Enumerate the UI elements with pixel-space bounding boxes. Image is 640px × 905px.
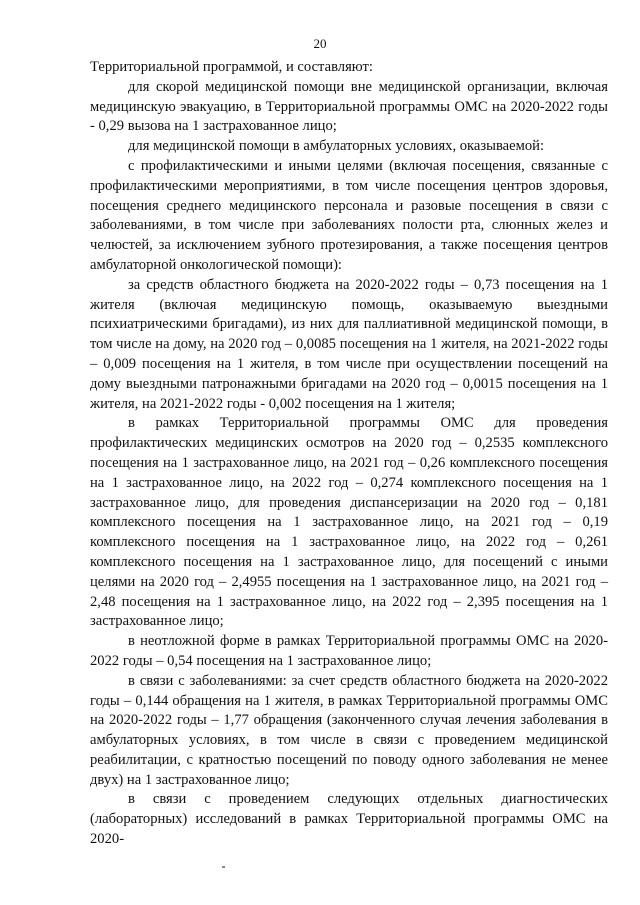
paragraph: в связи с заболеваниями: за счет средств областного бюджета на 2020-2022 годы – 0,144 обращения на 1 жителя, в рамках Территориальной программы ОМС на 2020-2022 годы – 1,77 обращения (законченного случая лечения заболевания в амбулаторных условиях, в том числе в связи с проведением медицинской реабилитации, с кратностью посещений по поводу одного заболевания не менее двух) на 1 застрахованное лицо; [90, 672, 608, 788]
paragraph: с профилактическими и иными целями (включая посещения, связанные с профилактическими мероприятиями, в том числе посещения центров здоровья, посещения среднего медицинского персонала и разовые посещения в связи с заболеваниями, в том числе при заболеваниях полости рта, слюнных желез и челюстей, за исключением зубного протезирования, а также посещения центров амбулаторной онкологической помощи): [90, 157, 608, 273]
paragraph: в связи с проведением следующих отдельных диагностических (лабораторных) исследований в рамках Территориальной программы ОМС на 2020- [90, 791, 608, 848]
page-number: 20 [313, 36, 327, 51]
paragraph: в рамках Территориальной программы ОМС для проведения профилактических медицинских осмотров на 2020 год – 0,2535 комплексного посещения на 1 застрахованное лицо, на 2021 год – 0,26 комплексного посещения на 1 застрахованное лицо, на 2022 год – 0,274 комплексного посещения на 1 застрахованное лицо, для проведения диспансеризации на 2020 год – 0,181 комплексного посещения на 1 застрахованное лицо, на 2021 год – 0,19 комплексного посещения на 1 застрахованное лицо, на 2022 год – 0,261 комплексного посещения на 1 застрахованное лицо, для посещений с иными целями на 2020 год – 2,4955 посещения на 1 застрахованное лицо, на 2021 год – 2,48 посещения на 1 застрахованное лицо, на 2022 год – 2,395 посещения на 1 застрахованное лицо; [90, 415, 608, 630]
paragraph: в неотложной форме в рамках Территориальной программы ОМС на 2020-2022 годы – 0,54 посещения на 1 застрахованное лицо; [90, 633, 608, 669]
paragraph: Территориальной программой, и составляют: [90, 59, 373, 75]
paragraph: для скорой медицинской помощи вне медицинской организации, включая медицинскую эвакуацию, в Территориальной программы ОМС на 2020-2022 годы - 0,29 вызова на 1 застрахованное лицо; [90, 78, 608, 135]
paragraph: для медицинской помощи в амбулаторных условиях, оказываемой: [128, 138, 545, 155]
paragraph: за средств областного бюджета на 2020-2022 годы – 0,73 посещения на 1 жителя (включая медицинскую помощь, оказываемую выездными психиатрическими бригадами), из них для паллиативной медицинской помощи, в том числе на дому, на 2020 год – 0,0085 посещения на 1 жителя, на 2021-2022 годы – 0,009 посещения на 1 жителя, в том числе при осуществлении посещений на дому выездными патронажными бригадами на 2020 год – 0,0015 посещения на 1 жителя, на 2021-2022 годы - 0,002 посещения на 1 жителя; [90, 276, 608, 412]
scan-artifact [222, 866, 225, 868]
document-body [90, 58, 608, 850]
